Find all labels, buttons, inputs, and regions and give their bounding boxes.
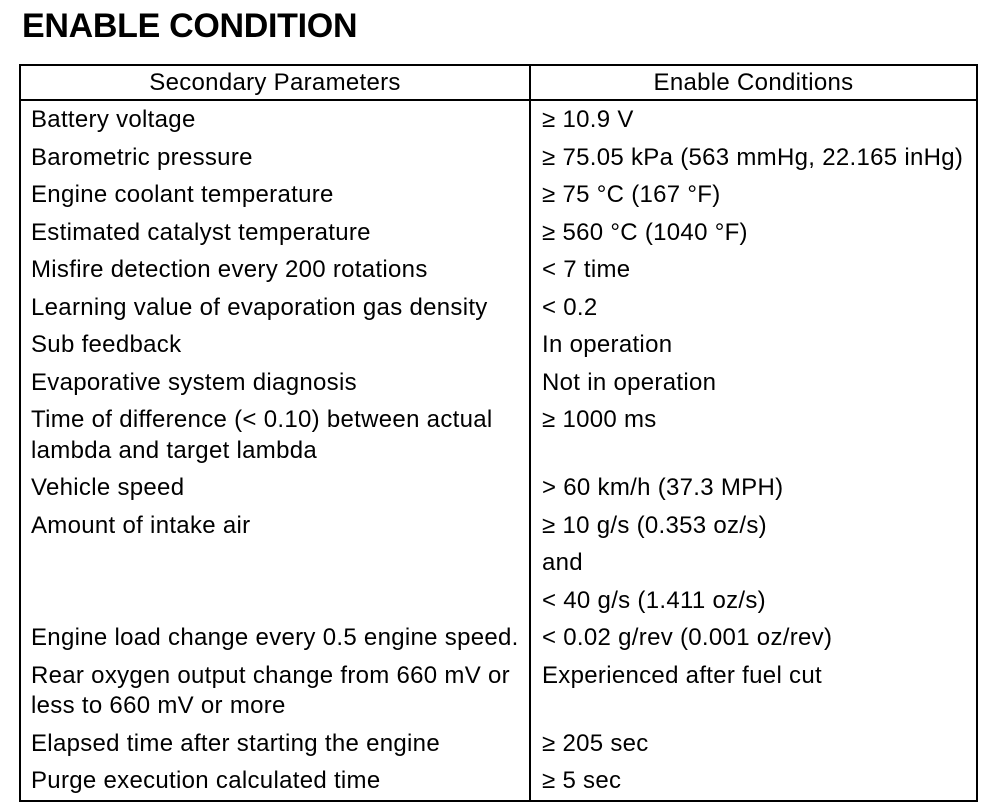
parameter-text: Estimated catalyst temperature: [31, 218, 371, 246]
condition-text: < 0.2: [542, 293, 598, 321]
condition-text: < 7 time: [542, 256, 631, 283]
table-row: [21, 619, 976, 657]
condition-text: ≥ 205 sec: [542, 729, 649, 757]
condition-cell: [531, 139, 976, 177]
parameter-text: Vehicle speed: [31, 474, 185, 501]
table-row: [21, 469, 976, 507]
parameter-text: Engine load change every 0.5 engine speed.: [31, 624, 519, 651]
parameter-cell: [21, 176, 531, 214]
parameter-cell: [21, 401, 531, 469]
condition-text: > 60 km/h (37.3 MPH): [542, 474, 784, 501]
condition-text: ≥ 75 °C (167 °F): [542, 181, 721, 208]
parameter-cell: [21, 619, 531, 657]
condition-text: ≥ 560 °C (1040 °F): [542, 218, 748, 246]
parameter-text: Learning value of evaporation gas density: [31, 293, 488, 321]
header-secondary-parameters: Secondary Parameters: [21, 66, 531, 99]
condition-text: Experienced after fuel cut: [542, 661, 822, 689]
table-row: [21, 214, 976, 252]
parameter-cell: [21, 326, 531, 364]
parameter-cell: [21, 251, 531, 289]
table-row: [21, 507, 976, 620]
parameter-cell: [21, 214, 531, 252]
parameter-cell: [21, 289, 531, 327]
table-row: [21, 725, 976, 763]
parameter-text: Evaporative system diagnosis: [31, 368, 357, 396]
parameter-cell: [21, 507, 531, 620]
parameter-cell: [21, 469, 531, 507]
parameter-cell: [21, 364, 531, 402]
condition-text: < 0.02 g/rev (0.001 oz/rev): [542, 624, 833, 651]
condition-cell: [531, 469, 976, 507]
condition-text: ≥ 1000 ms: [542, 406, 657, 433]
condition-text: < 40 g/s (1.411 oz/s): [542, 586, 766, 614]
parameter-text: Purge execution calculated time: [31, 767, 381, 794]
condition-cell: [531, 289, 976, 327]
condition-text: ≥ 5 sec: [542, 767, 622, 794]
condition-cell: [531, 762, 976, 800]
parameter-cell: [21, 725, 531, 763]
table-row: [21, 364, 976, 402]
table-row: [21, 326, 976, 364]
parameter-text: lambda and target lambda: [31, 436, 318, 464]
parameter-cell: [21, 101, 531, 139]
table-header-row: [21, 66, 976, 101]
condition-cell: [531, 725, 976, 763]
condition-text: and: [542, 549, 583, 576]
parameter-text: Battery voltage: [31, 106, 196, 133]
table-row: [21, 139, 976, 177]
parameter-text: Amount of intake air: [31, 511, 251, 539]
table-row: [21, 176, 976, 214]
parameter-text: Engine coolant temperature: [31, 181, 334, 208]
condition-cell: [531, 251, 976, 289]
parameter-cell: [21, 657, 531, 725]
parameter-text: Barometric pressure: [31, 143, 253, 171]
table-row: [21, 657, 976, 725]
table-row: [21, 401, 976, 469]
table-row: [21, 251, 976, 289]
parameter-text: less to 660 mV or more: [31, 692, 286, 719]
condition-text: ≥ 10 g/s (0.353 oz/s): [542, 511, 767, 539]
condition-text: ≥ 75.05 kPa (563 mmHg, 22.165 inHg): [542, 143, 964, 171]
parameter-cell: [21, 139, 531, 177]
condition-text: ≥ 10.9 V: [542, 106, 634, 133]
table-row: [21, 101, 976, 139]
table-row: [21, 289, 976, 327]
condition-cell: [531, 619, 976, 657]
condition-cell: [531, 214, 976, 252]
condition-cell: [531, 326, 976, 364]
enable-conditions-table: [19, 64, 978, 802]
page-title: ENABLE CONDITION: [22, 7, 358, 45]
condition-cell: [531, 507, 976, 620]
parameter-text: Sub feedback: [31, 331, 182, 358]
condition-text: Not in operation: [542, 368, 717, 396]
condition-cell: [531, 101, 976, 139]
parameter-cell: [21, 762, 531, 800]
table-row: [21, 762, 976, 800]
condition-cell: [531, 176, 976, 214]
condition-text: In operation: [542, 331, 673, 358]
parameter-text: Time of difference (< 0.10) between actual: [31, 406, 493, 433]
header-enable-conditions: Enable Conditions: [653, 69, 854, 96]
condition-cell: [531, 364, 976, 402]
condition-cell: [531, 657, 976, 725]
parameter-text: Misfire detection every 200 rotations: [31, 256, 428, 283]
parameter-text: Elapsed time after starting the engine: [31, 729, 440, 757]
parameter-text: Rear oxygen output change from 660 mV or: [31, 661, 510, 689]
condition-cell: [531, 401, 976, 469]
